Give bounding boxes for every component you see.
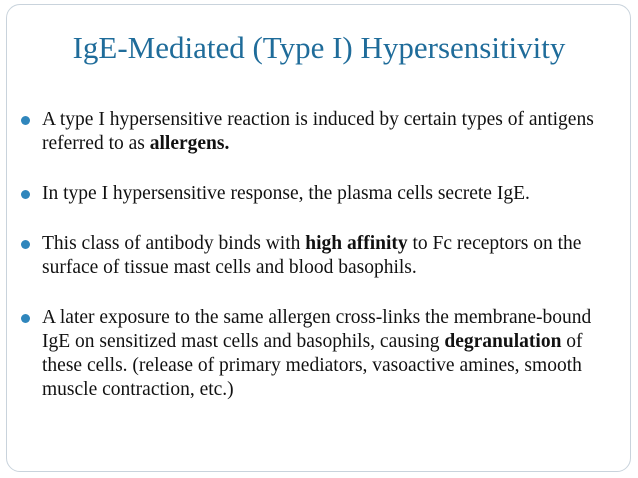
bullet-dot-icon [21,314,30,323]
bullet-text-1a: A type I hypersensitive reaction is induced by certain types of antigens referred to as [42,109,594,154]
bullet-dot-icon [21,116,30,125]
bullet-text-3a: This class of antibody binds with [42,233,306,254]
bullet-text-1b: allergens. [149,133,230,154]
bullet-text-3c: to Fc receptors on the surface of tissue mast cells and blood basophils. [42,233,582,278]
bullet-text-4a: A later exposure to the same allergen cross-links the membrane-bound IgE on sensitized mast cells and basophils, causing [42,307,592,352]
bullet-dot-icon [21,190,30,199]
bullet-dot-icon [21,240,30,249]
bullet-item-2 [20,182,610,206]
bullet-list [20,108,610,402]
bullet-item-3 [20,232,610,280]
bullet-text-4c: of these cells. (release of primary mediators, vasoactive amines, smooth muscle contraction, etc.) [42,331,583,400]
bullet-item-1 [20,108,610,156]
slide-title: IgE-Mediated (Type I) Hypersensitivity [72,30,566,65]
bullet-item-4 [20,306,610,402]
bullet-text-2a: In type I hypersensitive response, the plasma cells secrete IgE. [42,183,530,204]
bullet-text-4b: degranulation [444,331,562,352]
bullet-text-3b: high affinity [305,233,408,254]
